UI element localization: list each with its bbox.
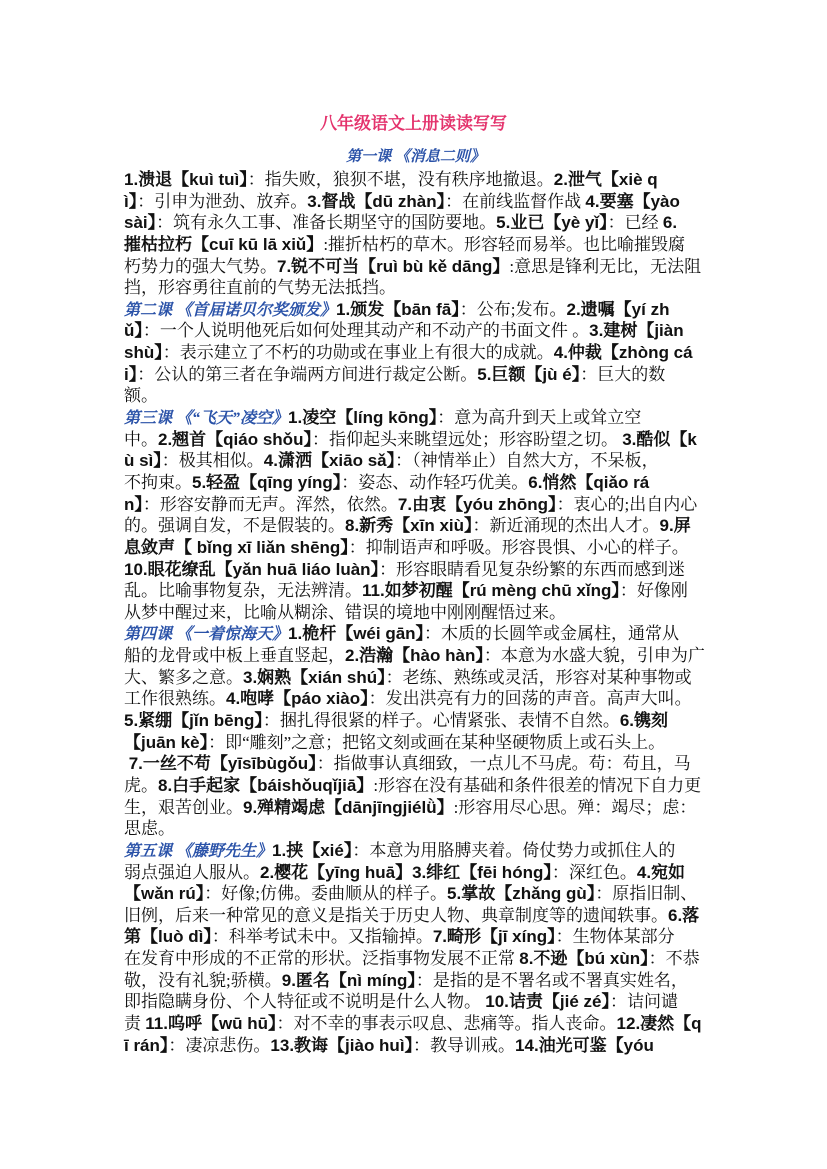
definition-text: 即指隐瞒身份、个人特征或不说明是什么人物。 (124, 992, 486, 1012)
term-label: 2.遗嘱【yí zh (566, 299, 670, 319)
text-line (124, 1013, 764, 1035)
definition-text: ：筑有永久工事、准备长期坚守的国防要地。 (156, 213, 497, 233)
term-label: 2.泄气【xiè q (553, 170, 658, 189)
definition-text: ：好像刚 (619, 581, 688, 601)
term-label: 6.镌刻 (619, 711, 669, 731)
term-label: 5.业已【yè yǐ】 (496, 213, 608, 233)
definition-text: 弱点强迫人服从。 (124, 862, 260, 882)
term-label: 11.如梦初醒【rú mèng chū xǐng】 (362, 581, 620, 601)
term-label: 4.潇洒【xiāo sǎ】 (263, 451, 396, 471)
term-label: 9.匿名【nì míng】 (281, 970, 416, 990)
definition-text: ：公认的第三者在争端两方间进行裁定公断。 (137, 364, 478, 384)
term-label: 4.宛如 (636, 862, 686, 882)
text-line (124, 991, 764, 1013)
definition-text: 船的龙骨或中板上垂直竖起， (124, 646, 345, 666)
term-label: 6. (662, 213, 678, 233)
definition-text: 旧例，后来一种常见的意义是指关于历史人物、典章制度等的遗闻轶事。 (124, 905, 668, 925)
term-label: 1.桅杆【wéi gān】 (288, 624, 425, 644)
term-label: ǔ】 (124, 321, 143, 341)
definition-text: ：形容安静而无声。浑然，依然。 (142, 494, 398, 514)
text-line (124, 1035, 764, 1057)
lesson-heading: 第四课 《一着惊海天》 (124, 626, 289, 644)
definition-text: ：引申为泄劲、放弃。 (137, 191, 308, 211)
text-line (124, 667, 764, 689)
definition-text: ：表示建立了不朽的功勋或在事业上有很大的成就。 (162, 343, 554, 363)
term-label: 1.凌空【líng kōng】 (288, 408, 438, 428)
term-label: 11.呜呼【wū hū】 (145, 1013, 277, 1033)
text-line (124, 905, 764, 927)
definition-text: ：指仰起头来眺望远处；形容盼望之切。 (311, 429, 623, 449)
term-label: 12.凄然【q (616, 1013, 702, 1033)
definition-text: 的。强调自发，不是假装的。 (124, 516, 345, 536)
text-line (124, 494, 764, 516)
term-label: shù】 (124, 343, 163, 363)
definition-text: ：诘问谴 (609, 992, 678, 1012)
term-label: n】 (124, 494, 143, 514)
definition-text: ：好像;仿佛。委曲顺从的样子。 (204, 884, 448, 904)
definition-text: ：指做事认真细致，一点儿不马虎。苟：苟且，马 (316, 754, 691, 774)
definition-text: 在发育中形成的不正常的形状。泛指事物发展不正常 (124, 949, 520, 969)
definition-text: ：指失败，狼狈不堪，没有秩序地撤退。 (247, 170, 554, 189)
text-line (124, 256, 764, 278)
definition-text: ：捆扎得很紧的样子。心情紧张、表情不自然。 (262, 711, 620, 731)
text-line (124, 862, 764, 884)
text-line (124, 234, 764, 256)
definition-text: ：姿态、动作轻巧优美。 (341, 472, 529, 492)
definition-text: ：巨大的数 (580, 364, 666, 384)
definition-text: ：老练、熟练或灵活，形容对某种事物或 (385, 667, 692, 687)
text-line (124, 277, 764, 299)
text-line (124, 450, 764, 472)
definition-text: 敬，没有礼貌;骄横。 (124, 970, 282, 990)
text-line (124, 169, 764, 191)
text-line (124, 385, 764, 407)
term-label: 2.浩瀚【hào hàn】 (345, 646, 484, 666)
definition-text: 大、繁多之意。 (124, 667, 243, 687)
text-line (124, 429, 764, 451)
text-line (124, 948, 764, 970)
definition-text: :形容用尽心思。殚：竭尽；虑： (453, 797, 697, 817)
definition-text: 朽势力的强大气势。 (124, 256, 277, 276)
definition-text: 工作很熟练。 (124, 689, 226, 709)
definition-text: 不拘束。 (124, 472, 192, 492)
definition-text: ：已经 (607, 213, 663, 233)
term-label: 2.翘首【qiáo shǒu】 (158, 429, 312, 449)
definition-text: ：即“雕刻”之意；把铭文刻或画在某种坚硬物质上或石头上。 (208, 732, 666, 752)
definition-text: ：形容眼睛看见复杂纷繁的东西而感到迷 (379, 559, 686, 579)
definition-text: 挡，形容勇往直前的气势无法抵挡。 (124, 278, 396, 298)
term-label: 息敛声【 bǐng xī liǎn shēng】 (124, 537, 349, 557)
text-line (124, 299, 764, 321)
definition-text: ：抑制语声和呼吸。形容畏惧、小心的样子。 (348, 537, 689, 557)
term-label: 7.一丝不苟【yīsībùgǒu】 (124, 754, 317, 774)
term-label: 4.咆哮【páo xiào】 (226, 689, 369, 709)
term-label: 8.不逊【bú xùn】 (519, 949, 649, 969)
term-label: 2.樱花【yīng huā】3.绯红【fēi hóng】 (260, 862, 552, 882)
term-label: 6.悄然【qiǎo rá (528, 472, 650, 492)
text-line (124, 342, 764, 364)
text-line (124, 840, 764, 862)
term-label: 7.锐不可当【ruì bù kě dāng】 (277, 256, 510, 276)
document-body (124, 169, 764, 1056)
term-label: 9.屏 (659, 516, 691, 536)
term-label: i】 (124, 364, 138, 384)
definition-text: ：极其相似。 (161, 451, 264, 471)
definition-text: ：在前线监督作战 (445, 191, 586, 211)
term-label: 13.教诲【jiào huì】 (270, 1035, 414, 1055)
definition-text: ：本意为水盛大貌，引申为广 (483, 646, 705, 666)
text-line (124, 970, 764, 992)
text-line (124, 883, 764, 905)
text-line (124, 753, 764, 775)
term-label: 7.由衷【yóu zhōng】 (397, 494, 557, 514)
lesson-heading: 第二课 《首届诺贝尔奖颁发》 (124, 301, 337, 319)
text-line (124, 797, 764, 819)
text-line (124, 710, 764, 732)
text-line (124, 364, 764, 386)
lesson-heading: 第一课 《消息二则》 (346, 149, 485, 165)
term-label: 6.落 (668, 905, 700, 925)
definition-text: ：凄凉悲伤。 (168, 1035, 271, 1055)
definition-text: :摧折枯朽的草木。形容轻而易举。也比喻摧毁腐 (323, 234, 686, 254)
text-line (124, 515, 764, 537)
term-label: ù sì】 (124, 451, 162, 471)
term-label: 【wǎn rú】 (124, 884, 205, 904)
definition-text: ：生物体某部分 (555, 927, 675, 947)
text-line (124, 926, 764, 948)
definition-text: 虎。 (124, 775, 158, 795)
term-label: 1.颁发【bān fā】 (336, 299, 460, 319)
term-label: 5.巨额【jù é】 (477, 364, 581, 384)
definition-text: :意思是锋利无比，无法阻 (509, 256, 702, 276)
definition-text: ：新近涌现的杰出人才。 (472, 516, 660, 536)
definition-text: ：衷心的;出自内心 (556, 494, 698, 514)
definition-text: 从梦中醒过来，比喻从糊涂、错误的境地中刚刚醒悟过来。 (124, 602, 566, 622)
lesson-heading: 第五课 《藤野先生》 (124, 842, 273, 860)
lesson-heading: 第三课 《“飞天”凌空》 (124, 410, 289, 428)
term-label: 1.挟【xié】 (272, 840, 353, 860)
definition-text: 思虑。 (124, 819, 175, 839)
definition-text: ：原指旧制、 (595, 884, 698, 904)
text-line (124, 191, 764, 213)
text-line (124, 580, 764, 602)
text-line (124, 407, 764, 429)
definition-text: :形容在没有基础和条件很差的情况下自力更 (373, 775, 702, 795)
term-label: sài】 (124, 213, 157, 233)
definition-text: 责 (124, 1013, 146, 1033)
definition-text: ：一个人说明他死后如何处理其动产和不动产的书面文件 。 (142, 321, 590, 341)
term-label: 3.娴熟【xián shú】 (243, 667, 386, 687)
text-line (124, 818, 764, 840)
term-label: 8.白手起家【báishǒuqǐjiā】 (158, 775, 374, 795)
term-label: 7.畸形【jī xíng】 (432, 927, 556, 947)
text-line (124, 602, 764, 624)
text-line (124, 559, 764, 581)
term-label: 摧枯拉朽【cuī kū lā xiǔ】 (124, 234, 324, 254)
term-label: 8.新秀【xīn xiù】 (345, 516, 473, 536)
term-label: 3.督战【dū zhàn】 (307, 191, 446, 211)
term-label: 10.眼花缭乱【yǎn huā liáo luàn】 (124, 559, 380, 579)
definition-text: ：木质的长圆竿或金属柱，通常从 (424, 624, 680, 644)
text-line (124, 732, 764, 754)
term-label: 4.仲裁【zhòng cá (553, 343, 693, 363)
text-line (124, 623, 764, 645)
term-label: 14.油光可鉴【yóu (515, 1035, 654, 1055)
term-label: 1.溃退【kuì tuì】 (124, 170, 248, 189)
term-label: 5.紧绷【jǐn bēng】 (124, 711, 263, 731)
definition-text: ：公布;发布。 (459, 299, 567, 319)
term-label: 【juān kè】 (124, 732, 209, 752)
term-label: 5.轻盈【qīng yíng】 (192, 472, 342, 492)
text-line (124, 688, 764, 710)
term-label: 第【luò dì】 (124, 927, 212, 947)
text-line (124, 537, 764, 559)
definition-text: ：是指的是不署名或不署真实姓名， (415, 970, 688, 990)
term-label: ì】 (124, 191, 138, 211)
term-label: 9.殚精竭虑【dānjīngjiélǜ】 (243, 797, 454, 817)
term-label: 3.酷似【k (622, 429, 697, 449)
definition-text: ：本意为用胳膊夹着。倚仗势力或抓住人的 (352, 840, 676, 860)
term-label: 5.掌故【zhǎng gù】 (447, 884, 596, 904)
text-line (124, 472, 764, 494)
text-line (124, 645, 764, 667)
page-title: 八年级语文上册读读写写 (320, 114, 507, 133)
term-label: 10.诘责【jié zé】 (485, 992, 610, 1012)
definition-text: ：科举考试未中。又指输掉。 (211, 927, 433, 947)
term-label: 4.要塞【yào (585, 191, 680, 211)
text-line (124, 775, 764, 797)
definition-text: 中。 (124, 429, 158, 449)
text-line (124, 212, 764, 234)
definition-text: ：对不幸的事表示叹息、悲痛等。指人丧命。 (276, 1013, 617, 1033)
definition-text: ：（神情举止）自然大方，不呆板， (395, 451, 659, 471)
definition-text: 生，艰苦创业。 (124, 797, 243, 817)
definition-text: ：深红色。 (551, 862, 637, 882)
definition-text: 乱。比喻事物复杂，无法辨清。 (124, 581, 362, 601)
text-line (124, 320, 764, 342)
definition-text: ：不恭 (648, 949, 700, 969)
definition-text: ：意为高升到天上或耸立空 (437, 408, 642, 428)
term-label: 3.建树【jiàn (589, 321, 684, 341)
definition-text: 额。 (124, 386, 158, 406)
definition-text: ：教导训戒。 (413, 1035, 516, 1055)
definition-text: ：发出洪亮有力的回荡的声音。高声大叫。 (368, 689, 692, 709)
term-label: ī rán】 (124, 1035, 169, 1055)
